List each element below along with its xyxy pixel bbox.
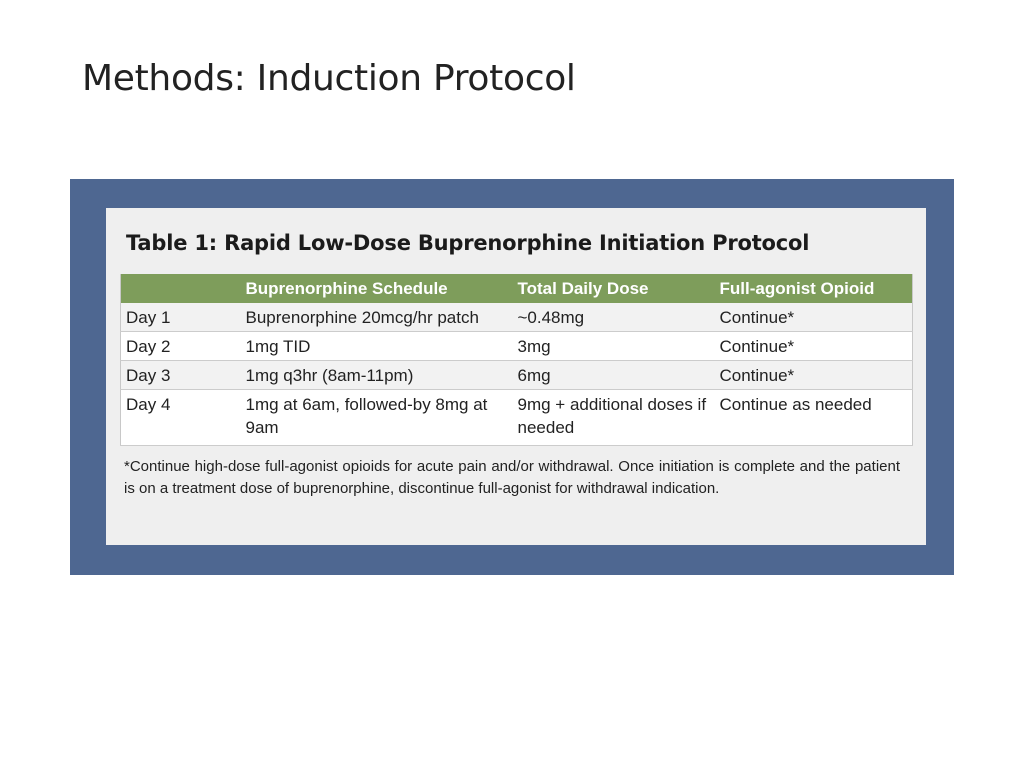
header-total-daily-dose: Total Daily Dose xyxy=(513,274,715,303)
header-full-agonist-opioid: Full-agonist Opioid xyxy=(715,274,913,303)
cell-schedule: 1mg at 6am, followed-by 8mg at 9am xyxy=(241,390,513,446)
table-caption: Table 1: Rapid Low-Dose Buprenorphine Initiation Protocol xyxy=(126,231,810,255)
cell-total-dose: 6mg xyxy=(513,361,715,390)
cell-full-agonist: Continue* xyxy=(715,332,913,361)
cell-full-agonist: Continue as needed xyxy=(715,390,913,446)
cell-total-dose: 9mg + additional doses if needed xyxy=(513,390,715,446)
cell-day: Day 2 xyxy=(121,332,241,361)
cell-full-agonist: Continue* xyxy=(715,303,913,332)
cell-total-dose: 3mg xyxy=(513,332,715,361)
protocol-table xyxy=(120,274,913,446)
slide-title: Methods: Induction Protocol xyxy=(82,58,576,99)
header-day xyxy=(121,274,241,303)
table-footnote: *Continue high-dose full-agonist opioids for acute pain and/or withdrawal. Once initiation is complete and the patient is on a treatment dose of buprenorphine, discontinue full-agonist for withdrawal indication. xyxy=(124,458,900,497)
cell-day: Day 3 xyxy=(121,361,241,390)
cell-day: Day 4 xyxy=(121,390,241,446)
cell-day: Day 1 xyxy=(121,303,241,332)
header-buprenorphine-schedule: Buprenorphine Schedule xyxy=(241,274,513,303)
table-row xyxy=(121,390,913,446)
table-panel xyxy=(106,208,926,545)
table-row xyxy=(121,361,913,390)
cell-schedule: 1mg TID xyxy=(241,332,513,361)
table-row xyxy=(121,303,913,332)
table-image-frame xyxy=(70,179,954,575)
cell-schedule: 1mg q3hr (8am-11pm) xyxy=(241,361,513,390)
cell-full-agonist: Continue* xyxy=(715,361,913,390)
cell-total-dose: ~0.48mg xyxy=(513,303,715,332)
table-header-row xyxy=(121,274,913,303)
table-row xyxy=(121,332,913,361)
cell-schedule: Buprenorphine 20mcg/hr patch xyxy=(241,303,513,332)
